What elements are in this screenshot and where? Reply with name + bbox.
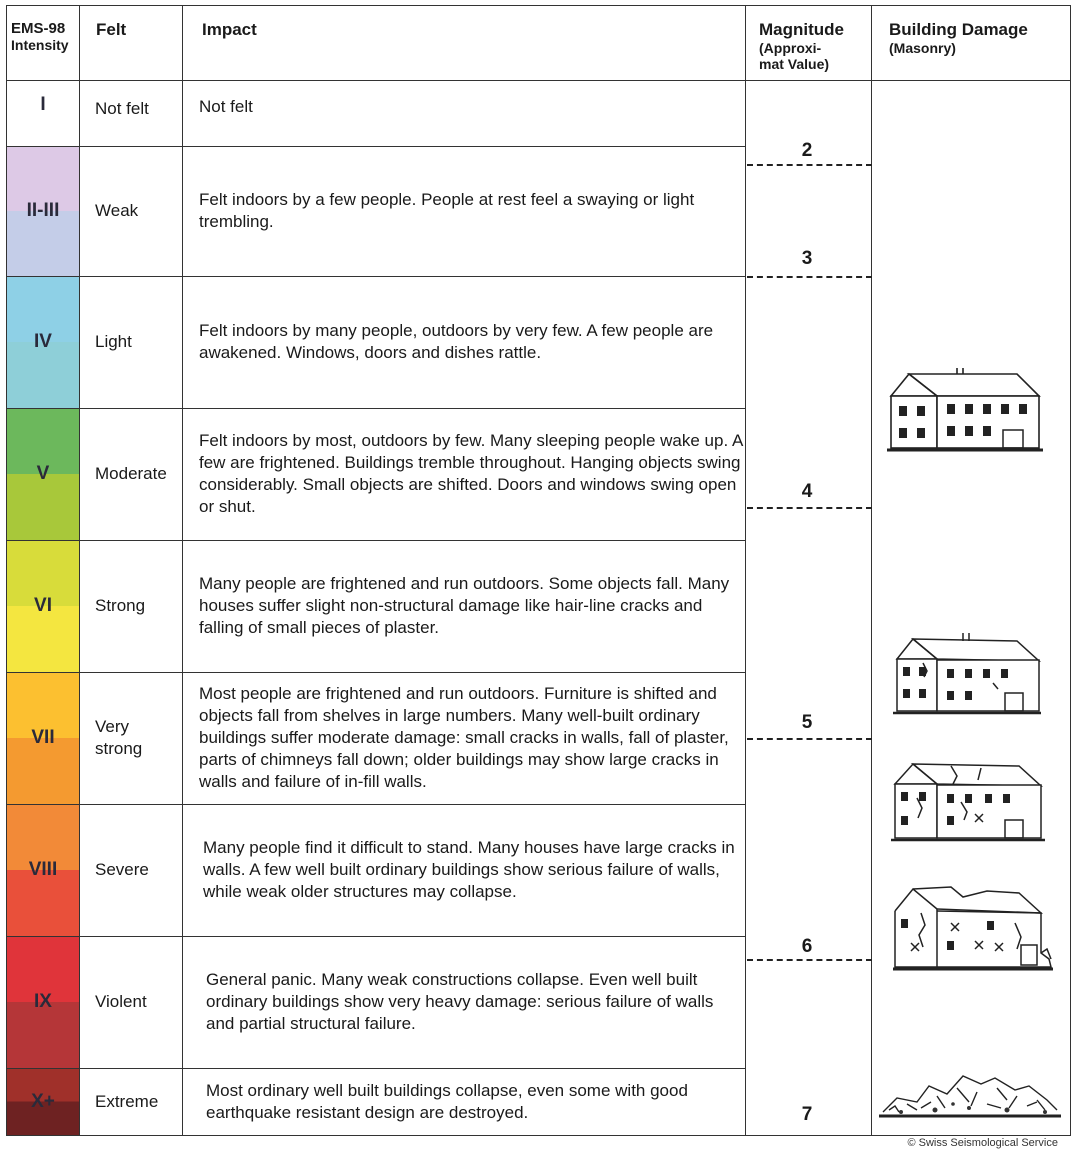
copyright-notice: © Swiss Seismological Service	[907, 1137, 1058, 1149]
intensity-label: V	[36, 463, 50, 484]
magnitude-7: 7	[801, 1104, 813, 1125]
magnitude-2: 2	[801, 140, 813, 161]
magnitude-4: 4	[801, 481, 813, 502]
magnitude-boundary	[747, 507, 872, 509]
felt-label: Light	[95, 332, 132, 351]
felt-label: Violent	[95, 992, 147, 1011]
intensity-label: IX	[34, 991, 52, 1012]
col-divider	[745, 6, 746, 1135]
intensity-label: VI	[34, 595, 52, 616]
magnitude-5: 5	[801, 712, 813, 733]
intensity-label: VIII	[28, 859, 58, 880]
header-intensity-label: EMS-98	[11, 20, 66, 37]
header-felt: Felt	[96, 20, 127, 39]
felt-label: Extreme	[95, 1091, 159, 1111]
header-damage-sub: (Masonry)	[889, 40, 956, 56]
ems98-table	[6, 5, 1071, 1136]
row-divider	[7, 804, 745, 805]
building-collapsed-icon	[877, 1064, 1063, 1124]
impact-description: Felt indoors by many people, outdoors by very few. A few people are awakened. Windows, doors and dishes rattle.	[199, 321, 714, 362]
row-divider	[7, 672, 745, 673]
header-intensity-sub: Intensity	[11, 37, 69, 53]
intensity-label: X+	[31, 1090, 55, 1112]
magnitude-boundary	[747, 276, 872, 278]
impact-description: Felt indoors by a few people. People at rest feel a swaying or light trembling.	[199, 190, 695, 231]
col-divider	[79, 6, 80, 1135]
magnitude-boundary	[747, 164, 872, 166]
felt-label: Very strong	[95, 717, 143, 758]
header-damage-label: Building Damage	[889, 20, 1028, 39]
row-divider	[7, 408, 745, 409]
row-divider	[7, 540, 745, 541]
building-moderate-damage-icon	[891, 758, 1047, 846]
building-slight-damage-icon	[893, 633, 1043, 719]
header-magnitude-sub2: mat Value)	[759, 56, 830, 72]
felt-label: Severe	[95, 860, 149, 879]
intensity-label: VII	[31, 727, 55, 748]
felt-label: Moderate	[95, 464, 167, 483]
felt-label: Strong	[95, 596, 146, 615]
header-impact: Impact	[202, 20, 257, 39]
impact-description: Not felt	[199, 97, 253, 116]
header-magnitude-sub1: (Approxi-	[759, 40, 822, 56]
header-magnitude-label: Magnitude	[759, 20, 844, 39]
building-intact-icon	[887, 368, 1047, 458]
intensity-label: II-III	[26, 200, 60, 221]
impact-description: Many people find it difficult to stand. Many houses have large cracks in walls. A few well built ordinary buildings show serious failure of walls, while weak older structures may collapse.	[203, 838, 735, 901]
magnitude-3: 3	[801, 248, 813, 269]
col-divider	[871, 6, 872, 1135]
row-divider	[7, 1068, 745, 1069]
magnitude-boundary	[747, 738, 872, 740]
impact-description: Many people are frightened and run outdoors. Some objects fall. Many houses suffer slight non-structural damage like hair-line cracks and falling of small pieces of plaster.	[199, 574, 730, 637]
felt-label: Not felt	[95, 99, 149, 118]
building-heavy-damage-icon	[891, 883, 1057, 975]
impact-description: Most ordinary well built buildings collapse, even some with good earthquake resistant design are destroyed.	[206, 1080, 688, 1122]
impact-description: General panic. Many weak constructions collapse. Even well built ordinary buildings show very heavy damage: serious failure of walls and partial structural failure.	[206, 970, 714, 1033]
magnitude-6: 6	[801, 936, 813, 957]
row-divider	[7, 276, 745, 277]
row-divider	[7, 936, 745, 937]
col-divider	[182, 6, 183, 1135]
impact-description: Felt indoors by most, outdoors by few. Many sleeping people wake up. A few are frightened. Buildings tremble throughout. Hanging objects swing considerably. Small objects are shifted. Doors and windows swing open or shut.	[199, 431, 743, 516]
header-divider	[7, 80, 1070, 81]
intensity-label: IV	[34, 331, 52, 352]
intensity-label: I	[40, 94, 46, 115]
row-divider	[7, 146, 745, 147]
felt-label: Weak	[95, 201, 139, 220]
impact-description: Most people are frightened and run outdoors. Furniture is shifted and objects fall from shelves in large numbers. Many well-built ordinary buildings suffer moderate damage: small cracks in walls, fall of plaster, parts of chimneys fall down; older buildings may show large cracks in walls and failure of in-fill walls.	[199, 684, 729, 791]
magnitude-boundary	[747, 959, 872, 961]
